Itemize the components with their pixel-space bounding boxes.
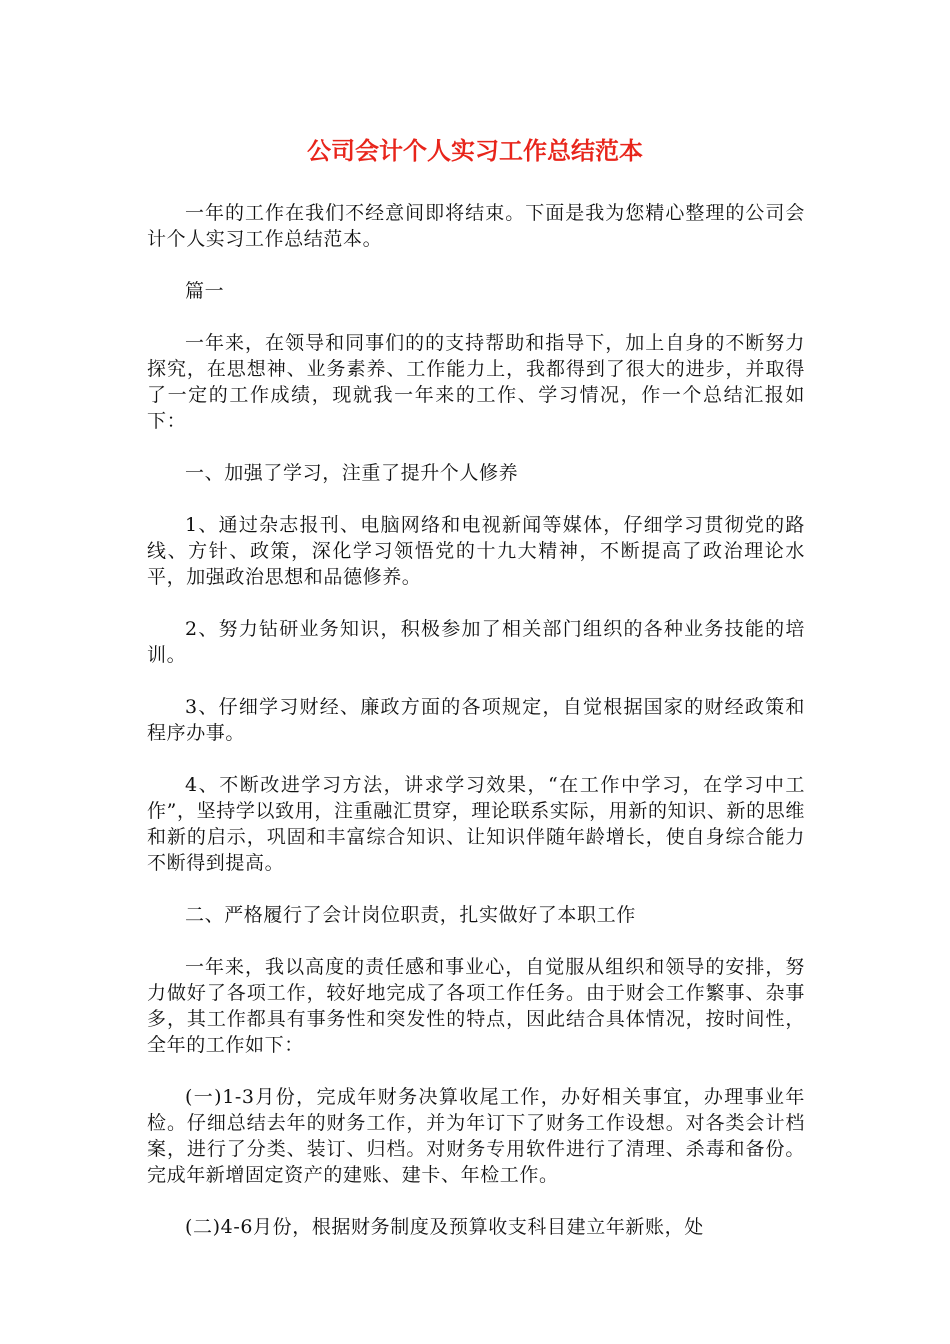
paragraph-q2: (二)4-6月份，根据财务制度及预算收支科目建立年新账，处 (185, 1216, 704, 1238)
paragraph-q1: (一)1-3月份，完成年财务决算收尾工作，办好相关事宜，办理事业年检。仔细总结去年的财务工作，并为年订下了财务工作设想。对各类会计档案，进行了分类、装订、归档。对财务专用软件进行了清理、杀毒和备份。完成年新增固定资产的建账、建卡、年检工作。 (147, 1086, 805, 1186)
section-heading-2: 二、严格履行了会计岗位职责，扎实做好了本职工作 (185, 904, 636, 926)
paragraph-intro: 一年的工作在我们不经意间即将结束。下面是我为您精心整理的公司会计个人实习工作总结范本。 (147, 202, 805, 250)
paragraph-duties: 一年来，我以高度的责任感和事业心，自觉服从组织和领导的安排，努力做好了各项工作，较好地完成了各项工作任务。由于财会工作繁事、杂事多，其工作都具有事务性和突发性的特点，因此结合具体情况，按时间性，全年的工作如下： (147, 956, 805, 1056)
paragraph-section-label: 篇一 (185, 280, 225, 302)
paragraph-item-2: 2、努力钻研业务知识，积极参加了相关部门组织的各种业务技能的培训。 (147, 618, 805, 666)
document-title: 公司会计个人实习工作总结范本 (307, 137, 643, 165)
paragraph-item-1: 1、通过杂志报刊、电脑网络和电视新闻等媒体，仔细学习贯彻党的路线、方针、政策，深化学习领悟党的十九大精神，不断提高了政治理论水平，加强政治思想和品德修养。 (147, 514, 805, 588)
paragraph-item-4: 4、不断改进学习方法，讲求学习效果，“在工作中学习，在学习中工作”，坚持学以致用，注重融汇贯穿，理论联系实际，用新的知识、新的思维和新的启示，巩固和丰富综合知识、让知识伴随年龄增长，使自身综合能力不断得到提高。 (147, 774, 805, 874)
paragraph-overview: 一年来，在领导和同事们的的支持帮助和指导下，加上自身的不断努力探究，在思想神、业务素养、工作能力上，我都得到了很大的进步，并取得了一定的工作成绩，现就我一年来的工作、学习情况，作一个总结汇报如下： (147, 332, 805, 432)
paragraph-item-3: 3、仔细学习财经、廉政方面的各项规定，自觉根据国家的财经政策和程序办事。 (147, 696, 805, 744)
section-heading-1: 一、加强了学习，注重了提升个人修养 (185, 462, 519, 484)
document-body (147, 200, 805, 1266)
